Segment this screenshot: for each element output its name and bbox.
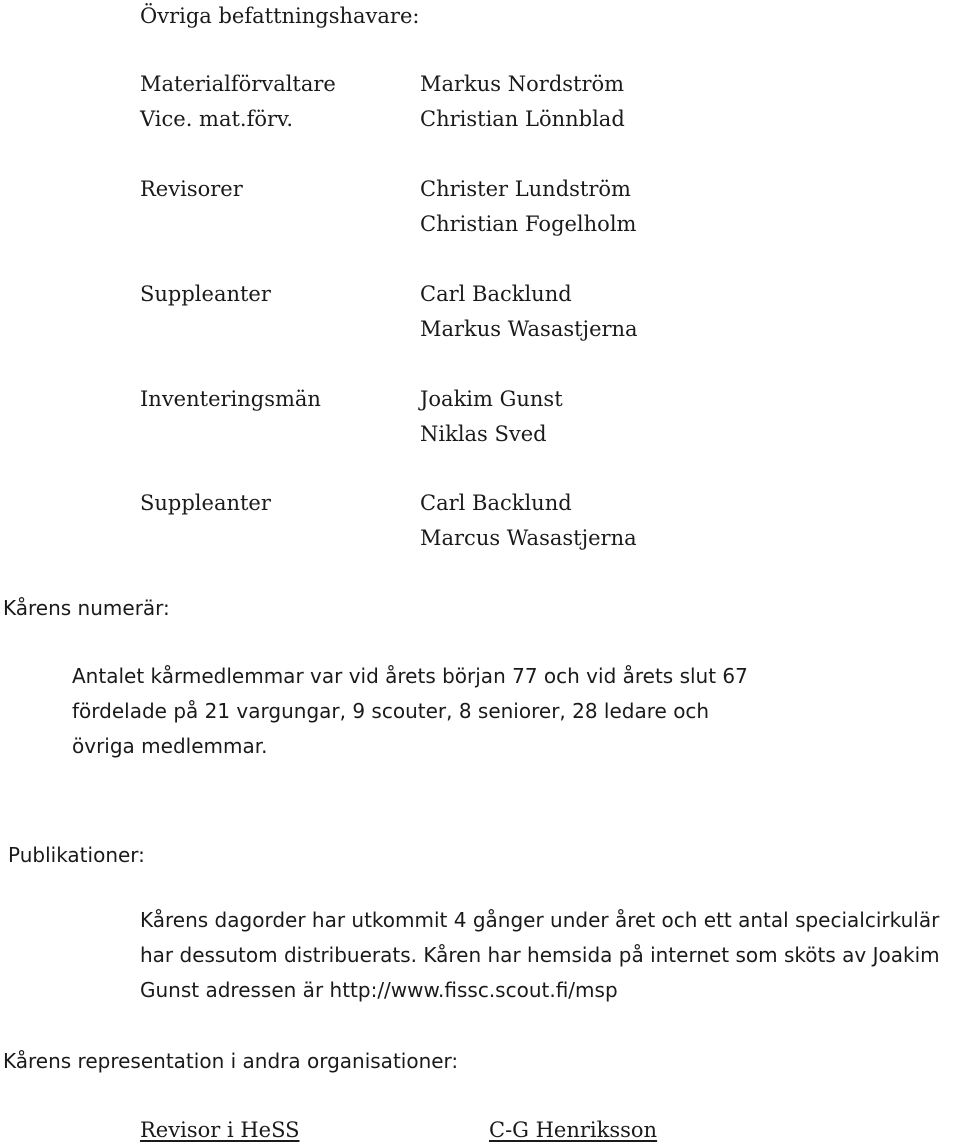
officer-role: Suppleanter: [140, 282, 271, 306]
representation-name: C-G Henriksson: [489, 1118, 658, 1142]
officer-name: Christer Lundström: [420, 177, 631, 201]
publications-heading: Publikationer:: [8, 843, 145, 867]
paragraph-line: övriga medlemmar.: [72, 734, 268, 758]
membership-paragraph: [72, 659, 748, 764]
officer-name: Carl Backlund: [420, 282, 572, 306]
officer-name: Christian Lönnblad: [420, 107, 625, 131]
membership-heading: Kårens numerär:: [3, 596, 170, 620]
officer-role: Materialförvaltare: [140, 72, 336, 96]
paragraph-line: Kårens dagorder har utkommit 4 gånger under året och ett antal specialcirkulär: [140, 908, 940, 932]
publications-paragraph: [140, 903, 940, 1008]
officer-name: Marcus Wasastjerna: [420, 526, 637, 550]
officer-role: Revisorer: [140, 177, 243, 201]
paragraph-line: Gunst adressen är http://www.fissc.scout.fi/msp: [140, 978, 618, 1002]
officer-role: Suppleanter: [140, 491, 271, 515]
paragraph-line: Antalet kårmedlemmar var vid årets början 77 och vid årets slut 67: [72, 664, 748, 688]
officer-name: Markus Nordström: [420, 72, 625, 96]
officers-heading: Övriga befattningshavare:: [140, 4, 420, 28]
officer-role: Inventeringsmän: [140, 387, 321, 411]
paragraph-line: har dessutom distribuerats. Kåren har hemsida på internet som sköts av Joakim: [140, 943, 940, 967]
paragraph-line: fördelade på 21 vargungar, 9 scouter, 8 seniorer, 28 ledare och: [72, 699, 710, 723]
officer-name: Christian Fogelholm: [420, 212, 637, 236]
officer-role: Vice. mat.förv.: [140, 107, 294, 131]
officer-name: Niklas Sved: [420, 422, 547, 446]
officer-name: Markus Wasastjerna: [420, 317, 638, 341]
officer-name: Carl Backlund: [420, 491, 572, 515]
representation-role: Revisor i HeSS: [140, 1118, 300, 1142]
representation-heading: Kårens representation i andra organisationer:: [3, 1049, 459, 1073]
officer-name: Joakim Gunst: [420, 387, 563, 411]
